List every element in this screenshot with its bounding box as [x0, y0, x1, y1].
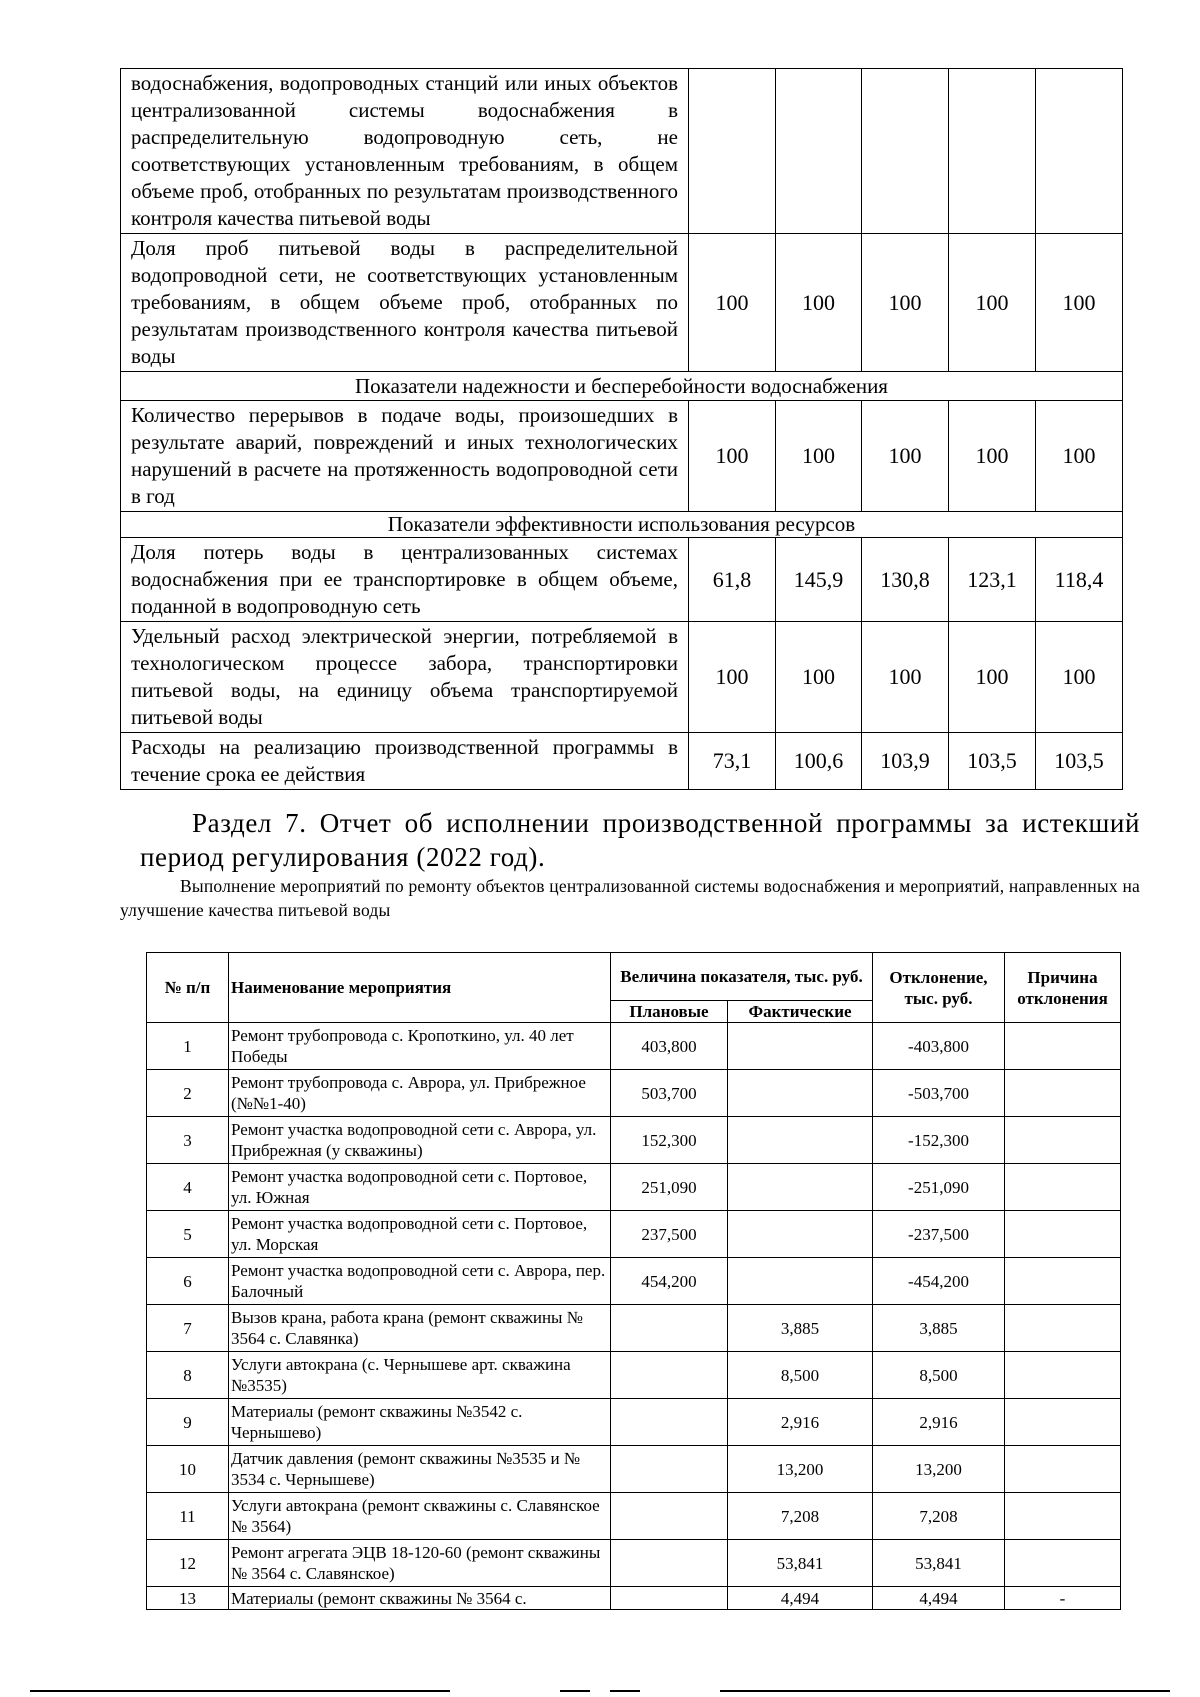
actual-value	[728, 1117, 873, 1164]
planned-value: 152,300	[611, 1117, 728, 1164]
header-actual: Фактические	[728, 1001, 873, 1023]
work-name: Ремонт трубопровода с. Аврора, ул. Прибрежное (№№1-40)	[229, 1070, 611, 1117]
deviation-value: 7,208	[873, 1493, 1005, 1540]
header-reason: Причина отклонения	[1005, 953, 1121, 1023]
section-row	[121, 372, 1123, 401]
indicator-value: 100	[776, 622, 862, 733]
table-row	[147, 1587, 1121, 1610]
indicator-value: 100	[862, 401, 949, 512]
deviation-reason: -	[1005, 1587, 1121, 1610]
deviation-reason	[1005, 1493, 1121, 1540]
indicator-row	[121, 622, 1123, 733]
section-title: Раздел 7. Отчет об исполнении производственной программы за истекший период регулирования (2022 год).	[140, 808, 1140, 872]
row-number: 7	[147, 1305, 229, 1352]
indicator-value: 100	[1036, 401, 1123, 512]
row-number: 9	[147, 1399, 229, 1446]
indicator-value: 100	[949, 401, 1036, 512]
work-name: Материалы (ремонт скважины № 3564 с.	[229, 1587, 611, 1610]
work-name: Ремонт участка водопроводной сети с. Портовое, ул. Морская	[229, 1211, 611, 1258]
indicator-description: Доля потерь воды в централизованных системах водоснабжения при ее транспортировке в общем объеме, поданной в водопроводную сеть	[121, 538, 689, 622]
indicator-row	[121, 733, 1123, 790]
row-number: 2	[147, 1070, 229, 1117]
indicator-value: 103,9	[862, 733, 949, 790]
planned-value: 454,200	[611, 1258, 728, 1305]
actual-value: 53,841	[728, 1540, 873, 1587]
footer-rule	[560, 1690, 590, 1692]
indicator-value: 100	[689, 234, 776, 372]
deviation-value: 13,200	[873, 1446, 1005, 1493]
header-deviation: Отклонение, тыс. руб.	[873, 953, 1005, 1023]
table-row	[147, 1258, 1121, 1305]
planned-value: 251,090	[611, 1164, 728, 1211]
indicators-table	[120, 68, 1123, 790]
indicator-value: 100	[862, 622, 949, 733]
deviation-reason	[1005, 1352, 1121, 1399]
footer-rule	[610, 1690, 640, 1692]
work-name: Вызов крана, работа крана (ремонт скважины № 3564 с. Славянка)	[229, 1305, 611, 1352]
header-value: Величина показателя, тыс. руб.	[611, 953, 873, 1001]
table-row	[147, 1352, 1121, 1399]
section-subtitle: Выполнение мероприятий по ремонту объектов централизованной системы водоснабжения и мероприятий, направленных на улучшение качества питьевой воды	[120, 876, 1140, 920]
table-row	[147, 1164, 1121, 1211]
indicator-row	[121, 538, 1123, 622]
table-row	[147, 1023, 1121, 1070]
work-name: Ремонт участка водопроводной сети с. Аврора, ул. Прибрежная (у скважины)	[229, 1117, 611, 1164]
indicator-description: Количество перерывов в подаче воды, произошедших в результате аварий, повреждений и иных технологических нарушений в расчете на протяженность водопроводной сети в год	[121, 401, 689, 512]
indicator-description: Расходы на реализацию производственной программы в течение срока ее действия	[121, 733, 689, 790]
header-planned: Плановые	[611, 1001, 728, 1023]
work-name: Датчик давления (ремонт скважины №3535 и № 3534 с. Чернышеве)	[229, 1446, 611, 1493]
indicator-value: 103,5	[1036, 733, 1123, 790]
actual-value: 4,494	[728, 1587, 873, 1610]
actual-value	[728, 1023, 873, 1070]
deviation-value: 53,841	[873, 1540, 1005, 1587]
planned-value	[611, 1493, 728, 1540]
indicator-value: 100	[689, 401, 776, 512]
indicator-value	[862, 69, 949, 234]
indicator-value: 100	[949, 234, 1036, 372]
actual-value: 2,916	[728, 1399, 873, 1446]
row-number: 5	[147, 1211, 229, 1258]
indicator-value	[776, 69, 862, 234]
indicator-value: 100,6	[776, 733, 862, 790]
indicator-value	[1036, 69, 1123, 234]
deviation-value: -403,800	[873, 1023, 1005, 1070]
footer-rule	[30, 1690, 450, 1692]
deviation-value: -251,090	[873, 1164, 1005, 1211]
table-row	[147, 1540, 1121, 1587]
work-name: Материалы (ремонт скважины №3542 с. Чернышево)	[229, 1399, 611, 1446]
indicator-value: 100	[776, 401, 862, 512]
planned-value: 503,700	[611, 1070, 728, 1117]
deviation-reason	[1005, 1399, 1121, 1446]
deviation-value: 8,500	[873, 1352, 1005, 1399]
deviation-value: -237,500	[873, 1211, 1005, 1258]
footer-rule	[720, 1690, 1170, 1692]
table-row	[147, 1446, 1121, 1493]
deviation-reason	[1005, 1305, 1121, 1352]
deviation-value: 3,885	[873, 1305, 1005, 1352]
header-name: Наименование мероприятия	[229, 953, 611, 1023]
indicator-value: 145,9	[776, 538, 862, 622]
deviation-value: -454,200	[873, 1258, 1005, 1305]
work-name: Ремонт участка водопроводной сети с. Аврора, пер. Балочный	[229, 1258, 611, 1305]
works-table	[146, 952, 1121, 1610]
deviation-reason	[1005, 1117, 1121, 1164]
indicator-value: 130,8	[862, 538, 949, 622]
deviation-reason	[1005, 1211, 1121, 1258]
table-row	[147, 1211, 1121, 1258]
deviation-reason	[1005, 1540, 1121, 1587]
deviation-value: 2,916	[873, 1399, 1005, 1446]
actual-value: 13,200	[728, 1446, 873, 1493]
indicator-value	[949, 69, 1036, 234]
indicator-value: 100	[776, 234, 862, 372]
deviation-value: -152,300	[873, 1117, 1005, 1164]
row-number: 12	[147, 1540, 229, 1587]
row-number: 3	[147, 1117, 229, 1164]
row-number: 10	[147, 1446, 229, 1493]
indicator-value: 123,1	[949, 538, 1036, 622]
deviation-reason	[1005, 1070, 1121, 1117]
section-heading: Показатели надежности и бесперебойности водоснабжения	[121, 372, 1123, 401]
planned-value	[611, 1587, 728, 1610]
row-number: 4	[147, 1164, 229, 1211]
deviation-reason	[1005, 1446, 1121, 1493]
indicator-value: 73,1	[689, 733, 776, 790]
indicator-value: 100	[689, 622, 776, 733]
indicator-value	[689, 69, 776, 234]
row-number: 11	[147, 1493, 229, 1540]
section-row	[121, 512, 1123, 538]
planned-value	[611, 1540, 728, 1587]
work-name: Ремонт агрегата ЭЦВ 18-120-60 (ремонт скважины № 3564 с. Славянское)	[229, 1540, 611, 1587]
actual-value	[728, 1070, 873, 1117]
work-name: Ремонт трубопровода с. Кропоткино, ул. 40 лет Победы	[229, 1023, 611, 1070]
deviation-reason	[1005, 1164, 1121, 1211]
table-row	[147, 1399, 1121, 1446]
row-number: 1	[147, 1023, 229, 1070]
deviation-value: 4,494	[873, 1587, 1005, 1610]
actual-value: 7,208	[728, 1493, 873, 1540]
indicator-value: 100	[1036, 234, 1123, 372]
actual-value: 8,500	[728, 1352, 873, 1399]
table-row	[147, 1070, 1121, 1117]
row-number: 13	[147, 1587, 229, 1610]
deviation-reason	[1005, 1023, 1121, 1070]
indicator-row	[121, 401, 1123, 512]
table-row	[147, 1493, 1121, 1540]
work-name: Ремонт участка водопроводной сети с. Портовое, ул. Южная	[229, 1164, 611, 1211]
work-name: Услуги автокрана (ремонт скважины с. Славянское № 3564)	[229, 1493, 611, 1540]
indicator-value: 118,4	[1036, 538, 1123, 622]
table-row	[147, 1305, 1121, 1352]
indicator-value: 61,8	[689, 538, 776, 622]
planned-value	[611, 1446, 728, 1493]
actual-value	[728, 1164, 873, 1211]
actual-value	[728, 1211, 873, 1258]
section-heading: Показатели эффективности использования ресурсов	[121, 512, 1123, 538]
header-num: № п/п	[147, 953, 229, 1023]
planned-value: 403,800	[611, 1023, 728, 1070]
indicator-value: 100	[949, 622, 1036, 733]
actual-value	[728, 1258, 873, 1305]
indicator-value: 100	[862, 234, 949, 372]
indicator-description: Удельный расход электрической энергии, потребляемой в технологическом процессе забора, транспортировки питьевой воды, на единицу объема транспортируемой питьевой воды	[121, 622, 689, 733]
indicator-row	[121, 234, 1123, 372]
actual-value: 3,885	[728, 1305, 873, 1352]
indicator-value: 103,5	[949, 733, 1036, 790]
deviation-reason	[1005, 1258, 1121, 1305]
indicator-description: Доля проб питьевой воды в распределительной водопроводной сети, не соответствующих установленным требованиям, в общем объеме проб, отобранных по результатам производственного контроля качества питьевой воды	[121, 234, 689, 372]
planned-value	[611, 1352, 728, 1399]
row-number: 8	[147, 1352, 229, 1399]
indicator-description: водоснабжения, водопроводных станций или иных объектов централизованной системы водоснабжения в распределительную водопроводную сеть, не соответствующих установленным требованиям, в общем объеме проб, отобранных по результатам производственного контроля качества питьевой воды	[121, 69, 689, 234]
indicator-value: 100	[1036, 622, 1123, 733]
table-row	[147, 1117, 1121, 1164]
planned-value: 237,500	[611, 1211, 728, 1258]
deviation-value: -503,700	[873, 1070, 1005, 1117]
planned-value	[611, 1305, 728, 1352]
row-number: 6	[147, 1258, 229, 1305]
planned-value	[611, 1399, 728, 1446]
indicator-row	[121, 69, 1123, 234]
work-name: Услуги автокрана (с. Чернышеве арт. скважина №3535)	[229, 1352, 611, 1399]
